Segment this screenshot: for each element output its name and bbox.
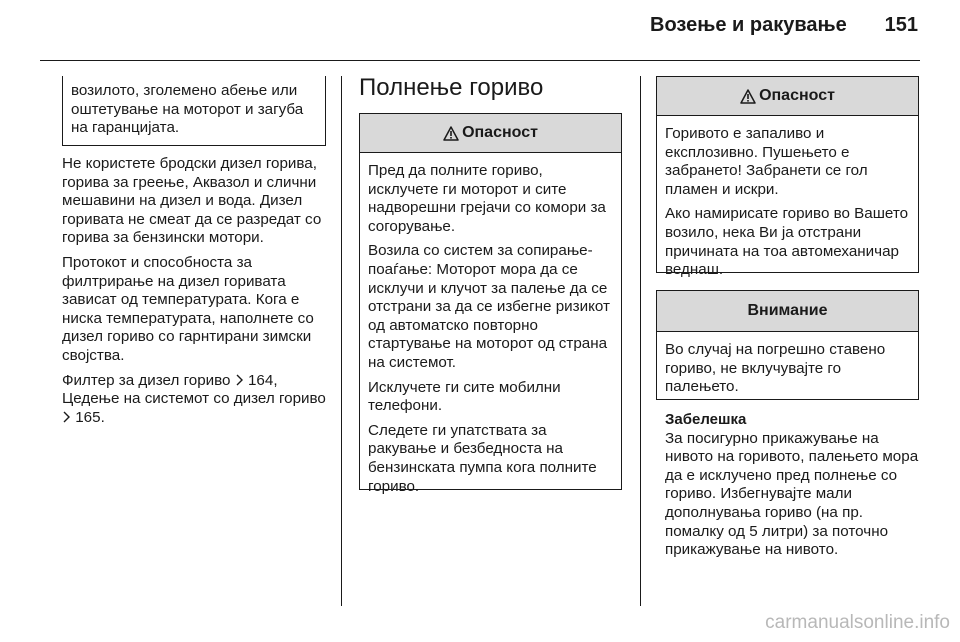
page-reference-icon — [235, 374, 244, 386]
danger-box-title: Опасност — [462, 123, 538, 141]
danger-box-fuel — [656, 76, 919, 279]
continued-warning-text: возилото, зголемено абење или оштетување на моторот и загуба на гаранцијата. — [71, 82, 304, 137]
danger-box-header — [657, 77, 918, 116]
caution-text: Во случај на погрешно ставено гориво, не вклучувајте го палењето. — [665, 341, 886, 396]
header-rule — [40, 60, 920, 61]
page-reference-icon — [62, 411, 71, 423]
caution-box-body — [657, 332, 918, 405]
note-block — [656, 411, 919, 560]
note-title: Забелешка — [665, 411, 747, 428]
danger-box-body — [360, 153, 621, 504]
continued-warning-box — [62, 76, 326, 146]
note-text: За посигурно прикажување на нивото на горивото, палењето мора да е исклучено пред полнење со гориво. Избегнувајте мали дополнувања гориво (на пр. помалку од 5 литри) за поточно прикажување на нивото. — [665, 429, 919, 559]
danger-text-1: Горивото е запаливо и експлозивно. Пушењето е забрането! Забранети се гол пламен и искри. — [665, 125, 868, 198]
xref-text-2: Цедење на системот со дизел гориво — [62, 390, 326, 408]
diesel-paragraph-3 — [62, 372, 326, 428]
danger-box-title: Опасност — [759, 86, 835, 104]
watermark: carmanualsonline.info — [765, 612, 950, 633]
diesel-paragraph-1: Не користете бродски дизел горива, горива за греење, Аквазол и слични мешавини на дизел и вода. Дизел горивата не смеат да се разредат со горива за бензински мотори. — [62, 155, 322, 247]
middle-column — [359, 74, 622, 495]
xref-text-1: Филтер за дизел гориво — [62, 371, 231, 389]
danger-text-4: Следете ги упатствата за ракување и безбедноста на бензинската пумпа кога полните гориво. — [368, 421, 597, 495]
danger-box-body — [657, 116, 918, 288]
xref-page-2[interactable]: 165. — [75, 408, 105, 426]
danger-box-refuel — [359, 113, 622, 495]
page-header-title: Возење и ракување — [650, 14, 847, 36]
column-divider-right — [640, 76, 641, 606]
warning-triangle-icon — [740, 89, 756, 104]
column-divider-left — [341, 76, 342, 606]
danger-text-3: Исклучете ги сите мобилни телефони. — [368, 378, 561, 415]
xref-page-1[interactable]: 164, — [247, 371, 278, 389]
caution-box-title: Внимание — [747, 301, 828, 319]
danger-text-2: Ако намирисате гориво во Вашето возило, нека Ви ја отстрани причината на тоа автомеханичар веднаш. — [665, 205, 909, 279]
page-number: 151 — [884, 14, 918, 36]
left-column — [62, 76, 326, 433]
warning-triangle-icon — [443, 126, 459, 141]
diesel-paragraph-2: Протокот и способноста за филтрирање на дизел горивата зависат од температурата. Кога е ниска температурата, наполнете со дизел гориво со гарнтирани зимски својства. — [62, 253, 314, 364]
right-column — [656, 76, 919, 560]
caution-box-header — [657, 291, 918, 332]
section-heading: Полнење гориво — [359, 74, 544, 101]
danger-text-1: Пред да полните гориво, исклучете ги моторот и сите надворешни грејачи со комори за согорување. — [368, 162, 606, 235]
danger-box-header — [360, 114, 621, 153]
danger-text-2: Возила со систем за сопирање-поаѓање: Моторот мора да се исклучи и клучот за палење да се отстрани за да се избегне ризикот од автоматско повторно стартување на моторот од страна на системот. — [368, 242, 610, 371]
caution-box — [656, 290, 919, 400]
